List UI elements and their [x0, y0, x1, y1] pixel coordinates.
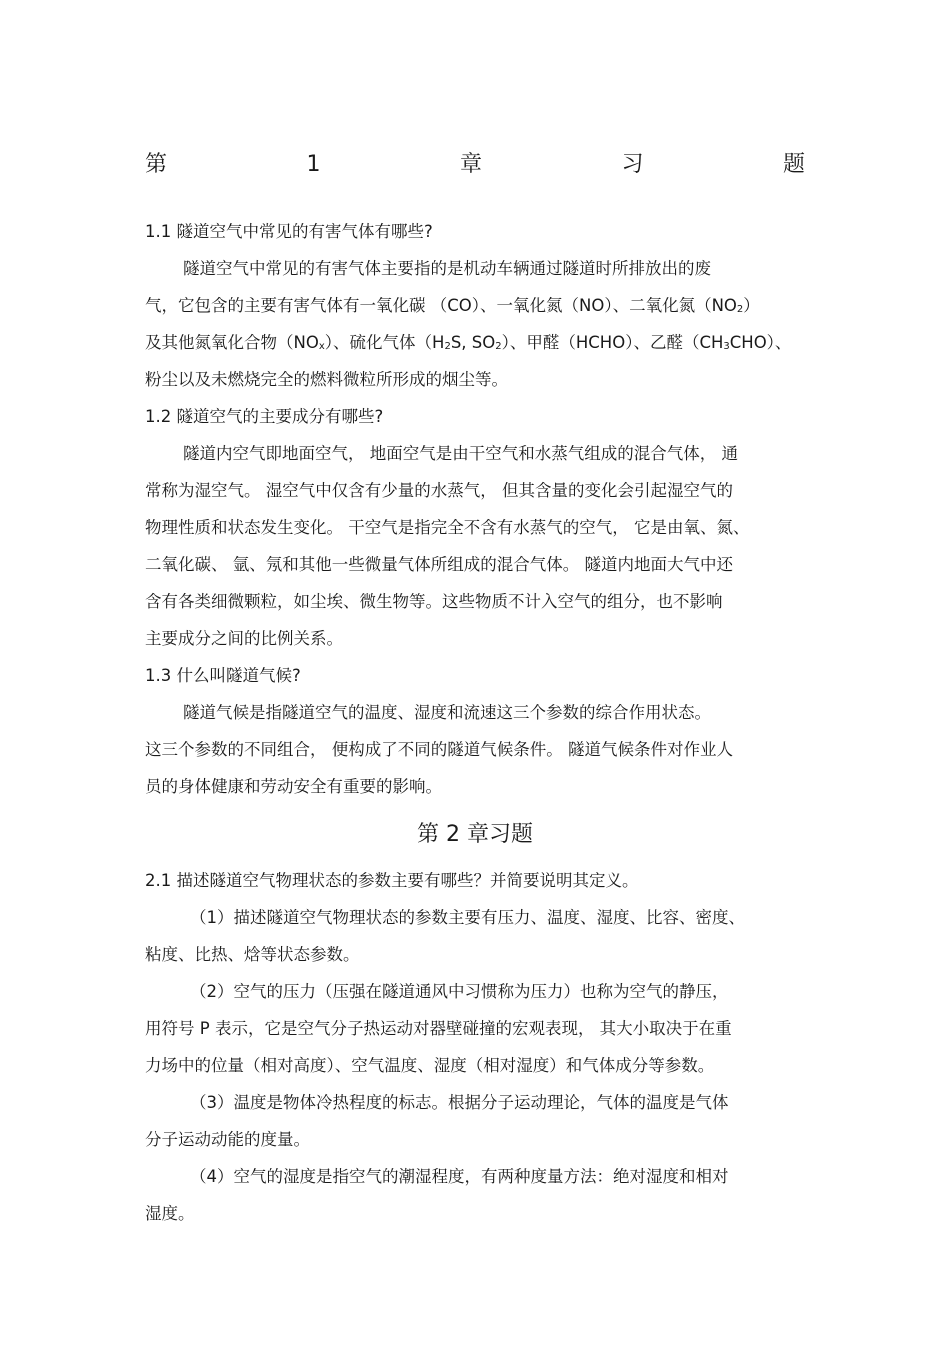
chapter1-title-char: 第 — [145, 152, 168, 177]
text-run: 气，它包含的主要有害气体有一氧化碳 （CO）、一氧化氮（NO）、二氧化氮（NO — [145, 296, 737, 315]
answer-line: 隧道内空气即地面空气， 地面空气是由干空气和水蒸气组成的混合气体， 通 — [183, 444, 738, 463]
answer-line: （3）温度是物体冷热程度的标志。根据分子运动理论，气体的温度是气体 — [190, 1093, 729, 1112]
answer-line: 隧道空气中常见的有害气体主要指的是机动车辆通过隧道时所排放出的废 — [183, 259, 711, 278]
chapter2-title: 第 2 章习题 — [417, 822, 533, 847]
answer-line: （4）空气的湿度是指空气的潮湿程度，有两种度量方法：绝对湿度和相对 — [190, 1167, 729, 1186]
answer-line: 粘度、比热、焓等状态参数。 — [145, 945, 360, 964]
question-1-1: 1.1 隧道空气中常见的有害气体有哪些? — [145, 222, 433, 241]
answer-line: 粉尘以及未燃烧完全的燃料微粒所形成的烟尘等。 — [145, 370, 508, 389]
answer-line: 主要成分之间的比例关系。 — [145, 629, 343, 648]
chapter2-body — [145, 862, 810, 1232]
answer-line: 隧道气候是指隧道空气的温度、湿度和流速这三个参数的综合作用状态。 — [183, 703, 711, 722]
answer-line — [145, 287, 810, 324]
question-2-1: 2.1 描述隧道空气物理状态的参数主要有哪些？并简要说明其定义。 — [145, 871, 639, 890]
answer-line: 二氧化碳、 氩、氖和其他一些微量气体所组成的混合气体。 隧道内地面大气中还 — [145, 555, 733, 574]
answer-line: 含有各类细微颗粒，如尘埃、微生物等。这些物质不计入空气的组分，也不影响 — [145, 592, 723, 611]
answer-line: 员的身体健康和劳动安全有重要的影响。 — [145, 777, 442, 796]
text-run: CHO）、 — [729, 333, 792, 352]
answer-line — [145, 324, 810, 361]
text-run: ）、硫化气体（H — [324, 333, 445, 352]
text-run: ）、甲醛（HCHO）、乙醛（CH — [501, 333, 724, 352]
answer-line: 用符号 P 表示，它是空气分子热运动对器壁碰撞的宏观表现， 其大小取决于在重 — [145, 1019, 732, 1038]
subscript: 2 — [495, 341, 502, 352]
answer-line: 物理性质和状态发生变化。 干空气是指完全不含有水蒸气的空气， 它是由氧、氮、 — [145, 518, 750, 537]
text-run: S, SO — [450, 333, 496, 352]
answer-line: 常称为湿空气。 湿空气中仅含有少量的水蒸气， 但其含量的变化会引起湿空气的 — [145, 481, 733, 500]
answer-line: 分子运动动能的度量。 — [145, 1130, 310, 1149]
answer-line: 湿度。 — [145, 1204, 195, 1223]
subscript: 2 — [736, 304, 744, 315]
text-run: 及其他氮氧化合物（NO — [145, 333, 319, 352]
answer-line: 力场中的位量（相对高度）、空气温度、湿度（相对湿度）和气体成分等参数。 — [145, 1056, 715, 1075]
chapter1-title-char: 1 — [306, 152, 321, 177]
chapter1-title-char: 题 — [782, 152, 805, 177]
subscript: 3 — [723, 341, 730, 352]
text-run: ） — [743, 296, 760, 315]
answer-line: （1）描述隧道空气物理状态的参数主要有压力、温度、湿度、比容、密度、 — [190, 908, 745, 927]
chapter1-body — [145, 213, 810, 805]
chapter1-title-char: 习 — [621, 152, 644, 177]
answer-line: 这三个参数的不同组合， 便构成了不同的隧道气候条件。 隧道气候条件对作业人 — [145, 740, 733, 759]
subscript: x — [318, 341, 325, 352]
answer-line: （2）空气的压力（压强在隧道通风中习惯称为压力）也称为空气的静压， — [190, 982, 729, 1001]
chapter1-title-char: 章 — [459, 152, 482, 177]
question-1-3: 1.3 什么叫隧道气候? — [145, 666, 301, 685]
chapter1-title — [145, 150, 805, 180]
question-1-2: 1.2 隧道空气的主要成分有哪些? — [145, 407, 384, 426]
subscript: 2 — [444, 341, 451, 352]
